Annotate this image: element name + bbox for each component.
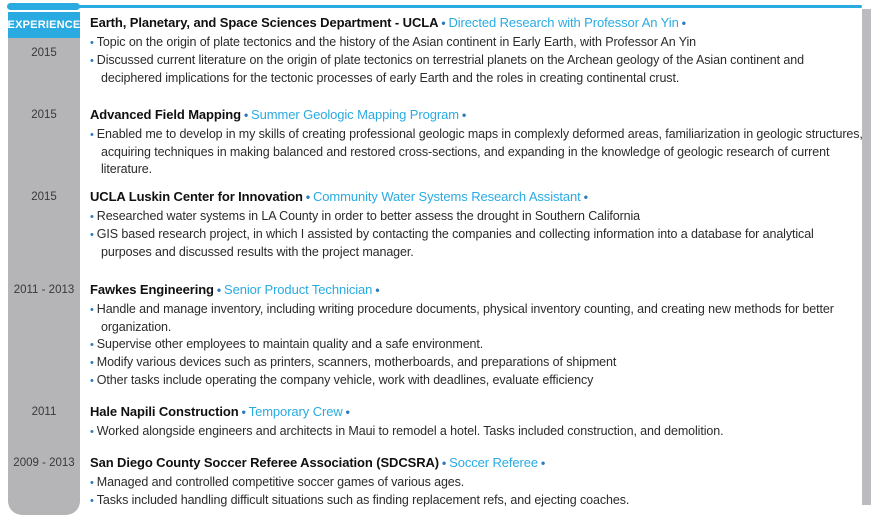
role-name: Community Water Systems Research Assistant xyxy=(313,189,581,204)
bullet-item xyxy=(90,336,864,354)
bullet-text: Researched water systems in LA County in order to better assess the drought in Southern California xyxy=(96,209,641,223)
organization-name: Hale Napili Construction xyxy=(90,404,239,419)
organization-name: Earth, Planetary, and Space Sciences Department - UCLA xyxy=(90,15,439,30)
bullet-icon: • xyxy=(90,304,94,316)
bullet-item xyxy=(90,301,864,336)
experience-entry xyxy=(90,106,864,178)
year-label: 2015 xyxy=(31,47,57,59)
year-label: 2015 xyxy=(31,109,57,121)
section-header-label: EXPERIENCE xyxy=(7,19,81,31)
bullet-text: Topic on the origin of plate tectonics and the history of the Asian continent in Early Earth, with Professor An Yin xyxy=(96,35,697,49)
organization-name: UCLA Luskin Center for Innovation xyxy=(90,189,303,204)
bullet-list xyxy=(90,208,864,261)
separator-dot-icon: • xyxy=(441,16,446,30)
bullet-list xyxy=(90,126,864,178)
separator-dot-icon: • xyxy=(681,16,686,30)
bullet-item xyxy=(90,126,864,178)
accent-divider-line xyxy=(78,5,862,8)
role-name: Directed Research with Professor An Yin xyxy=(448,15,679,30)
organization-name: Advanced Field Mapping xyxy=(90,107,241,122)
bullet-icon: • xyxy=(90,211,94,223)
section-header-experience xyxy=(8,12,80,38)
bullet-text: Tasks included handling difficult situations such as finding replacement refs, and ejecting coaches. xyxy=(96,493,630,507)
bullet-icon: • xyxy=(90,477,94,489)
role-name: Soccer Referee xyxy=(449,455,539,470)
organization-name: San Diego County Soccer Referee Association (SDCSRA) xyxy=(90,455,440,470)
bullet-item xyxy=(90,208,864,226)
bullet-text: Handle and manage inventory, including writing procedure documents, physical inventory counting, and creating new methods for better organization. xyxy=(96,302,834,334)
bullet-item xyxy=(90,52,864,87)
bullet-item xyxy=(90,226,864,261)
entry-title xyxy=(90,281,864,299)
bullet-item xyxy=(90,492,864,510)
separator-dot-icon: • xyxy=(461,108,467,122)
bullet-icon: • xyxy=(90,339,94,351)
bullet-text: Discussed current literature on the origin of plate tectonics on terrestrial planets on the Archean geology of the Asian continent and deciphered implications for the tectonic processes of early Earth and the roles in creating continental crust. xyxy=(96,53,804,85)
bullet-icon: • xyxy=(90,55,94,67)
separator-dot-icon: • xyxy=(243,108,249,122)
bullet-icon: • xyxy=(90,375,94,387)
bullet-icon: • xyxy=(90,357,94,369)
year-label: 2011 - 2013 xyxy=(13,284,75,296)
bullet-icon: • xyxy=(90,37,94,49)
bullet-list xyxy=(90,301,864,390)
bullet-text: Other tasks include operating the company vehicle, work with deadlines, evaluate efficiency xyxy=(96,373,594,387)
bullet-list xyxy=(90,423,864,441)
year-label: 2009 - 2013 xyxy=(13,457,75,469)
separator-dot-icon: • xyxy=(305,190,310,204)
separator-dot-icon: • xyxy=(216,283,222,297)
experience-entry xyxy=(90,403,864,441)
organization-name: Fawkes Engineering xyxy=(90,282,214,297)
separator-dot-icon: • xyxy=(442,456,447,470)
bullet-item xyxy=(90,34,864,52)
bullet-list xyxy=(90,474,864,510)
bullet-icon: • xyxy=(90,229,94,241)
separator-dot-icon: • xyxy=(583,190,588,204)
entry-title xyxy=(90,454,864,472)
bullet-text: Enabled me to develop in my skills of creating professional geologic maps in complexly deformed areas, familiarization in geologic structures, acquiring techniques in making balanced and restored cross-sections, and expanding in the knowledge of geologic research of current literature. xyxy=(96,127,863,176)
bullet-icon: • xyxy=(90,426,94,438)
experience-entry xyxy=(90,281,864,390)
bullet-text: GIS based research project, in which I assisted by contacting the companies and collecting information into a database for analytical purposes and discussed results with the project manager. xyxy=(96,227,814,259)
separator-dot-icon: • xyxy=(541,456,546,470)
role-name: Senior Product Technician xyxy=(224,282,373,297)
bullet-item xyxy=(90,423,864,441)
experience-entry xyxy=(90,188,864,261)
bullet-icon: • xyxy=(90,495,94,507)
entry-title xyxy=(90,188,864,206)
bullet-icon: • xyxy=(90,129,94,141)
entry-title xyxy=(90,14,864,32)
entry-title xyxy=(90,106,864,124)
year-label: 2011 xyxy=(31,406,57,418)
year-label: 2015 xyxy=(31,191,57,203)
entry-title xyxy=(90,403,864,421)
bullet-text: Supervise other employees to maintain quality and a safe environment. xyxy=(96,337,484,351)
bullet-item xyxy=(90,354,864,372)
bullet-text: Managed and controlled competitive soccer games of various ages. xyxy=(96,475,465,489)
role-name: Summer Geologic Mapping Program xyxy=(251,107,459,122)
bullet-item xyxy=(90,372,864,390)
experience-entry xyxy=(90,14,864,87)
bullet-list xyxy=(90,34,864,87)
accent-bar-cap xyxy=(7,3,80,10)
bullet-item xyxy=(90,474,864,492)
separator-dot-icon: • xyxy=(345,405,350,419)
bullet-text: Worked alongside engineers and architects in Maui to remodel a hotel. Tasks included construction, and demolition. xyxy=(96,424,724,438)
role-name: Temporary Crew xyxy=(248,404,343,419)
bullet-text: Modify various devices such as printers, scanners, motherboards, and preparations of shipment xyxy=(96,355,617,369)
experience-entry xyxy=(90,454,864,510)
separator-dot-icon: • xyxy=(241,405,246,419)
separator-dot-icon: • xyxy=(375,283,380,297)
